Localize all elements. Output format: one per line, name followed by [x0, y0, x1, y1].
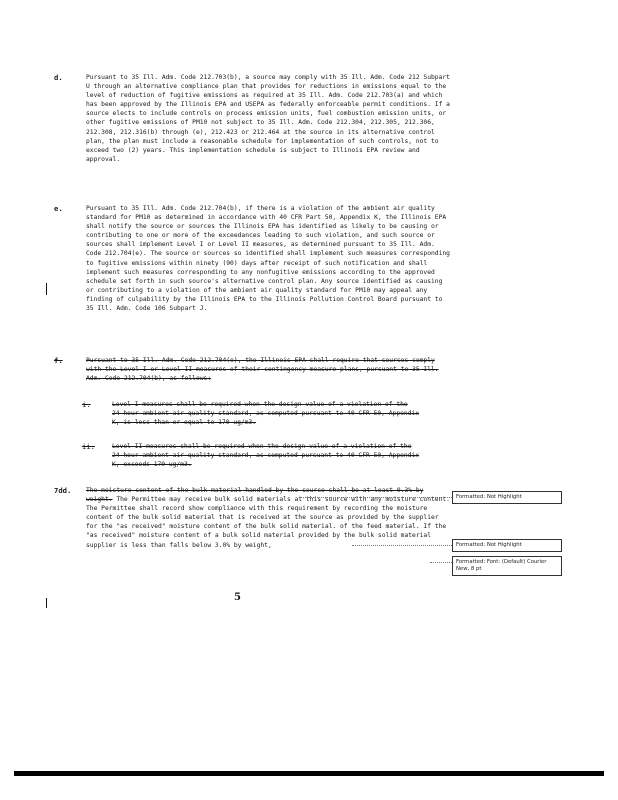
change-bar	[46, 283, 47, 295]
subitem-label: ii.	[82, 442, 95, 451]
comment-balloon[interactable]: Formatted: Not Highlight	[452, 491, 562, 504]
paragraph-label: f.	[54, 356, 63, 365]
paragraph-e	[54, 204, 574, 313]
paragraph-text: Pursuant to 35 Ill. Adm. Code 212.703(b), a source may comply with 35 Ill. Adm. Code 212 Subpart U through an alternative compliance plan that provides for reductions in emissions equal to the level of reduction of fugitive emissions as required at 35 Ill. Adm. Code 212.703(a) and which has been approved by the Illinois EPA and USEPA as federally enforceable permit conditions. If a source elects to include controls on process emission units, fuel combustion emission units, or other fugitive emissions of PM10 not subject to 35 Ill. Adm. Code 212.304, 212.305, 212.306, 212.308, 212.316(b) through (e), 212.423 or 212.464 at the source in its alternative control plan, the plan must include a reasonable schedule for implementation of such controls, not to exceed two (2) years. This implementation schedule is subject to Illinois EPA review and approval.	[86, 74, 450, 163]
paragraph-f-deleted	[54, 356, 574, 383]
paragraph-text: Pursuant to 35 Ill. Adm. Code 212.704(e), the Illinois EPA shall require that sources comply with the Level I or Level II measures of their contingency measure plans, pursuant to 35 Ill. Adm. Code 212.704(b), as follows:	[86, 357, 439, 383]
page-number: 5	[234, 592, 241, 603]
comment-connector	[352, 545, 452, 546]
paragraph-label: d.	[54, 73, 63, 82]
paragraph-text: Pursuant to 35 Ill. Adm. Code 212.704(b), if there is a violation of the ambient air quality standard for PM10 as determined in accordance with 40 CFR Part 50, Appendix K, the Illinois EPA shall notify the source or sources the Illinois EPA has identified as likely to be causing or contributing to one or more of the exceedances leading to such violation, and such source or sources shall implement Level I or Level II measures, as determined pursuant to 35 Ill. Adm. Code 212.704(e). The source or sources so identified shall implement such measures corresponding to fugitive emissions within ninety (90) days after receipt of such notification and shall implement such measures corresponding to any nonfugitive emissions according to the approved schedule set forth in such source's alternative control plan. Any source identified as causing or contributing to a violation of the ambient air quality standard for PM10 may appeal any finding of culpability by the Illinois EPA to the Illinois Pollution Control Board pursuant to 35 Ill. Adm. Code 106 Subpart J.	[86, 205, 450, 313]
subitem-text: Level II measures shall be required when the design value of a violation of the 24-hour ambient air quality standard, as computed pursuant to 40 CFR 50, Appendix K, exceeds 170 ug/m3.	[112, 443, 420, 469]
paragraph-label: 7dd.	[54, 486, 72, 495]
revised-text: The Permittee may receive bulk solid materials at this source with any moisture content. The Permittee shall record show compliance with this requirement by recording the moisture content of the bulk solid material that is received at the source as provided by the supplier for the "as received" moisture content of the bulk solid material. of the feed material. If the "as received" moisture content of a bulk solid material provided by the bulk solid material supplier is less than falls below 3.0% by weight,	[86, 496, 450, 549]
comment-connector	[430, 562, 452, 563]
deleted-text: The moisture content of the bulk material handled by the source shall be at least 0.3% by weight.	[86, 487, 424, 504]
comment-balloon[interactable]: Formatted: Font: (Default) Courier New, 8 pt	[452, 556, 562, 576]
comment-balloon[interactable]: Formatted: Not Highlight	[452, 539, 562, 552]
subitem-i-deleted	[82, 400, 422, 427]
comment-connector	[300, 497, 452, 498]
paragraph-d	[54, 73, 574, 164]
change-bar	[46, 598, 47, 608]
paragraph-label: e.	[54, 204, 63, 213]
subitem-label: i.	[82, 400, 91, 409]
page-bottom-rule	[14, 771, 604, 776]
subitem-ii-deleted	[82, 442, 422, 469]
subitem-text: Level I measures shall be required when the design value of a violation of the 24-hour ambient air quality standard, as computed pursuant to 40 CFR 50, Appendix K, is less than or equal to 170 ug/m3.	[112, 401, 420, 427]
paragraph-text	[86, 486, 452, 550]
